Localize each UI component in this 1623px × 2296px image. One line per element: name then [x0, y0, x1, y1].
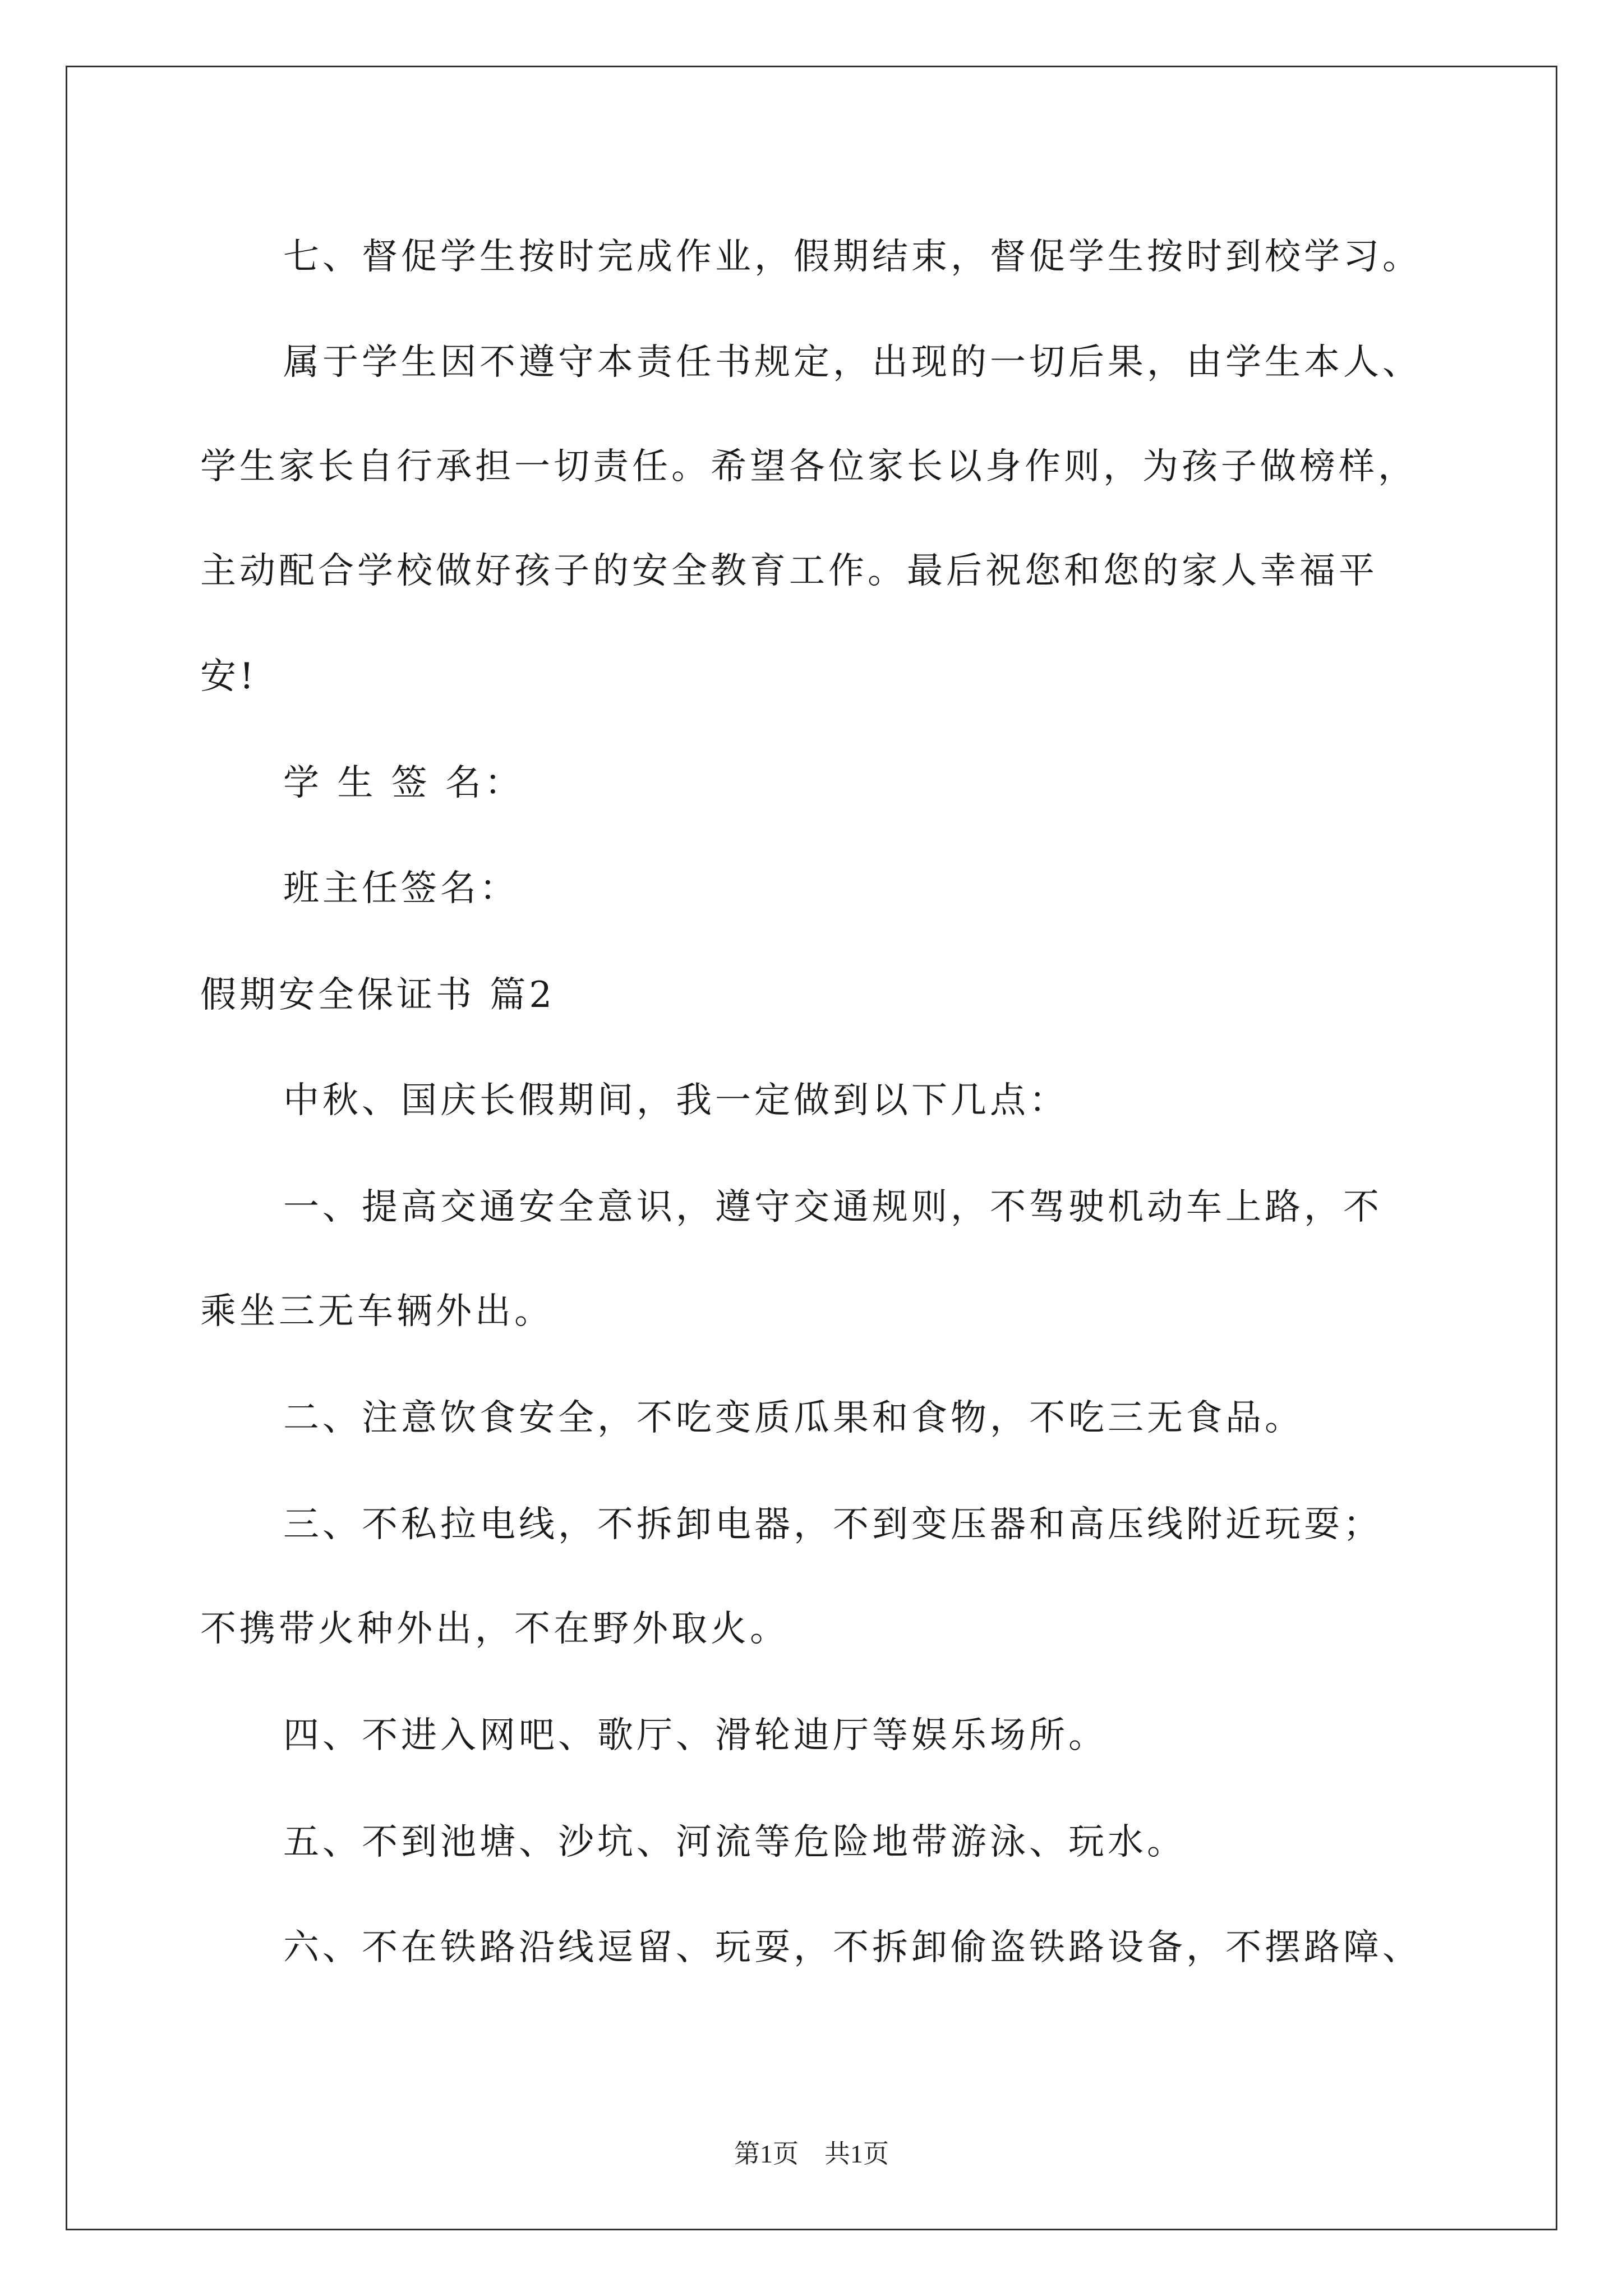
paragraph-line-12: 二、注意饮食安全，不吃变质瓜果和食物，不吃三无食品。 — [283, 1397, 1304, 1439]
paragraph-line-4: 主动配合学校做好孩子的安全教育工作。最后祝您和您的家人幸福平 — [200, 550, 1378, 592]
paragraph-line-14: 不携带火种外出，不在野外取火。 — [200, 1608, 789, 1650]
paragraph-line-10: 一、提高交通安全意识，遵守交通规则，不驾驶机动车上路，不 — [283, 1186, 1382, 1228]
paragraph-line-9: 中秋、国庆长假期间，我一定做到以下几点： — [283, 1080, 1068, 1121]
paragraph-line-3: 学生家长自行承担一切责任。希望各位家长以身作则，为孩子做榜样， — [200, 446, 1417, 487]
paragraph-line-1: 七、督促学生按时完成作业，假期结束，督促学生按时到校学习。 — [283, 236, 1422, 278]
paragraph-line-13: 三、不私拉电线，不拆卸电器，不到变压器和高压线附近玩耍； — [283, 1504, 1382, 1545]
section-heading: 假期安全保证书 篇2 — [200, 974, 556, 1016]
paragraph-line-17: 六、不在铁路沿线逗留、玩耍，不拆卸偷盗铁路设备，不摆路障、 — [283, 1927, 1422, 1968]
paragraph-line-5: 安! — [200, 656, 257, 697]
page-number-footer: 第1页 共1页 — [734, 2139, 889, 2168]
paragraph-line-15: 四、不进入网吧、歌厅、滑轮迪厅等娱乐场所。 — [283, 1715, 1108, 1756]
paragraph-line-11: 乘坐三无车辆外出。 — [200, 1291, 554, 1332]
page-border — [66, 66, 1557, 2230]
paragraph-line-16: 五、不到池塘、沙坑、河流等危险地带游泳、玩水。 — [283, 1821, 1186, 1863]
teacher-signature-label: 班主任签名： — [283, 868, 519, 909]
paragraph-line-2: 属于学生因不遵守本责任书规定，出现的一切后果，由学生本人、 — [283, 342, 1422, 383]
student-signature-label: 学 生 签 名： — [283, 762, 524, 804]
